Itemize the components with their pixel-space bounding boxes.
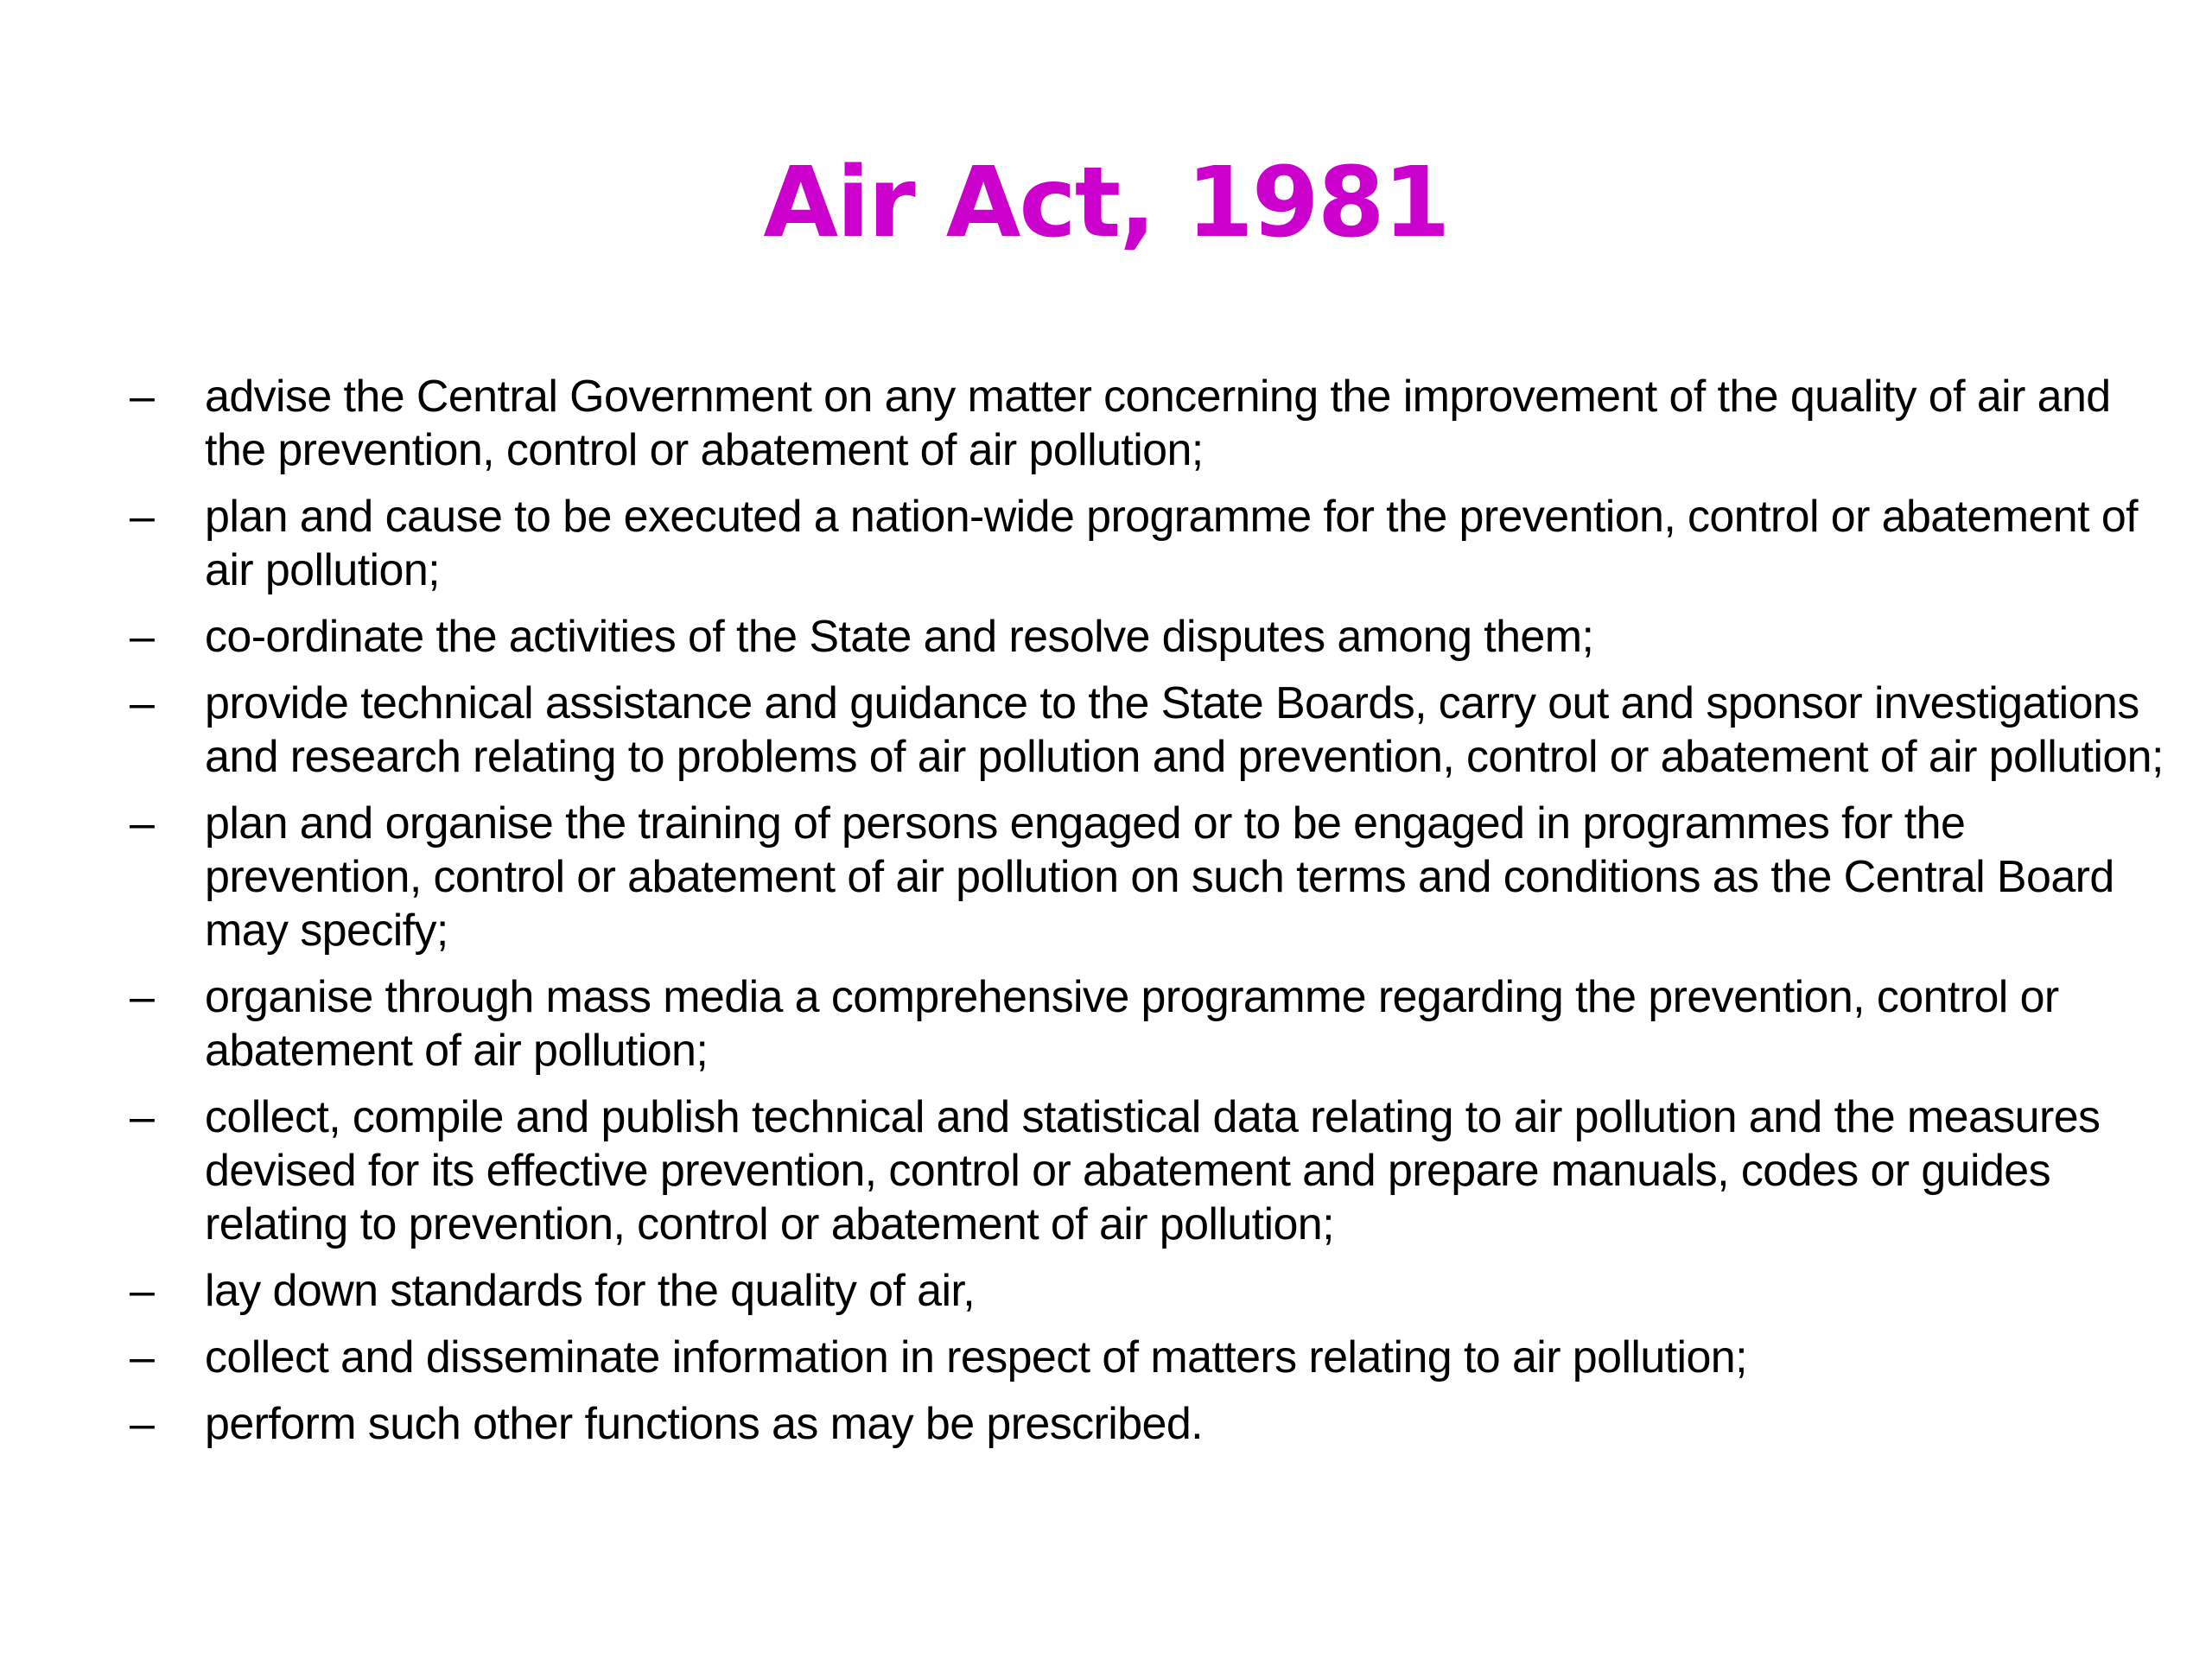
bullet-item <box>130 1090 2177 1251</box>
bullet-text: lay down standards for the quality of air, <box>205 1266 976 1316</box>
bullet-text: co-ordinate the activities of the State and resolve disputes among them; <box>205 612 1594 662</box>
bullet-text: advise the Central Government on any matter concerning the improvement of the quality of air and the prevention, control or abatement of air pollution; <box>205 372 2111 475</box>
bullet-text: perform such other functions as may be prescribed. <box>205 1399 1204 1449</box>
bullet-item <box>130 370 2177 477</box>
bullet-dash: – <box>130 1266 155 1316</box>
bullet-dash: – <box>130 492 155 542</box>
bullet-item <box>130 610 2177 664</box>
bullet-dash: – <box>130 972 155 1022</box>
bullet-item <box>130 970 2177 1077</box>
bullet-text: collect, compile and publish technical and statistical data relating to air pollution and the measures devised for its effective prevention, control or abatement and prepare manuals, codes or guides relating to prevention, control or abatement of air pollution; <box>205 1092 2101 1249</box>
bullet-dash: – <box>130 1399 155 1449</box>
bullet-text: provide technical assistance and guidance to the State Boards, carry out and sponsor investigations and research relating to problems of air pollution and prevention, control or abatement of air pollution; <box>205 678 2164 782</box>
bullet-text: plan and cause to be executed a nation-wide programme for the prevention, control or abatement of air pollution; <box>205 492 2138 595</box>
bullet-dash: – <box>130 1332 155 1382</box>
bullet-dash: – <box>130 798 155 849</box>
bullet-text: collect and disseminate information in respect of matters relating to air pollution; <box>205 1332 1747 1382</box>
bullet-dash: – <box>130 678 155 728</box>
bullet-text: plan and organise the training of persons engaged or to be engaged in programmes for the prevention, control or abatement of air pollution on such terms and conditions as the Central Board may specify; <box>205 798 2114 956</box>
bullet-item <box>130 1397 2177 1451</box>
bullet-item <box>130 1331 2177 1384</box>
bullet-item <box>130 490 2177 597</box>
bullet-item <box>130 797 2177 957</box>
bullet-dash: – <box>130 372 155 422</box>
bullet-item <box>130 1264 2177 1318</box>
bullet-list <box>130 370 2177 1464</box>
bullet-dash: – <box>130 1092 155 1142</box>
bullet-dash: – <box>130 612 155 662</box>
bullet-item <box>130 677 2177 784</box>
slide-title: Air Act, 1981 <box>763 147 1449 259</box>
bullet-text: organise through mass media a comprehensive programme regarding the prevention, control or abatement of air pollution; <box>205 972 2059 1076</box>
